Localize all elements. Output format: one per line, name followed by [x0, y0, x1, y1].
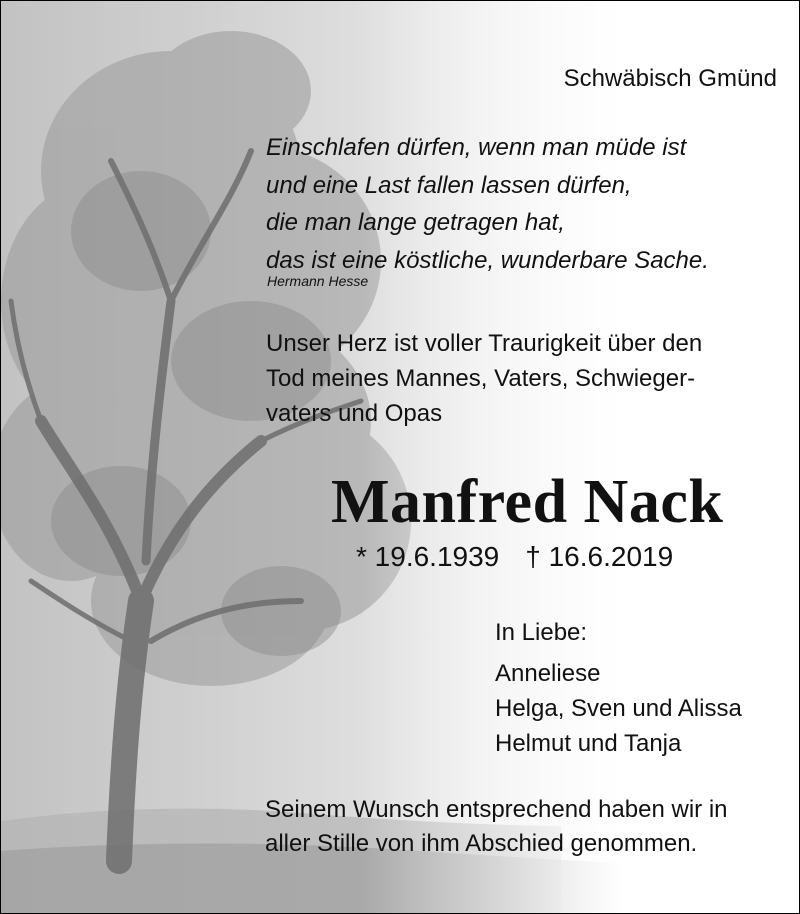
mourner-name: Helga, Sven und Alissa [495, 695, 742, 722]
death-date: † 16.6.2019 [525, 541, 674, 572]
poem-line: die man lange getragen hat, [266, 209, 565, 236]
closing-line: Seinem Wunsch entsprechend haben wir in [265, 796, 728, 823]
poem-line: das ist eine köstliche, wunderbare Sache. [266, 246, 709, 274]
intro-line: Unser Herz ist voller Traurigkeit über den [266, 330, 703, 357]
mourners-block [495, 615, 742, 761]
poem-quote [266, 129, 709, 279]
intro-line: Tod meines Mannes, Vaters, Schwieger- [266, 365, 696, 392]
poem-line: Einschlafen dürfen, wenn man müde ist [266, 134, 687, 161]
poem-line: und eine Last fallen lassen dürfen, [266, 171, 632, 199]
closing-line: aller Stille von ihm Abschied genommen. [265, 830, 698, 857]
location: Schwäbisch Gmünd [563, 65, 777, 92]
birth-date: * 19.6.1939 [356, 541, 500, 572]
intro-line: vaters und Opas [266, 400, 443, 427]
closing-text [265, 793, 728, 861]
poem-author: Hermann Hesse [267, 273, 369, 289]
intro-text [266, 326, 702, 431]
mourner-name: Helmut und Tanja [495, 730, 682, 757]
life-dates [356, 541, 673, 573]
mourner-name: Anneliese [495, 660, 601, 687]
mourners-heading: In Liebe: [495, 619, 588, 646]
deceased-name: Manfred Nack [331, 468, 724, 536]
